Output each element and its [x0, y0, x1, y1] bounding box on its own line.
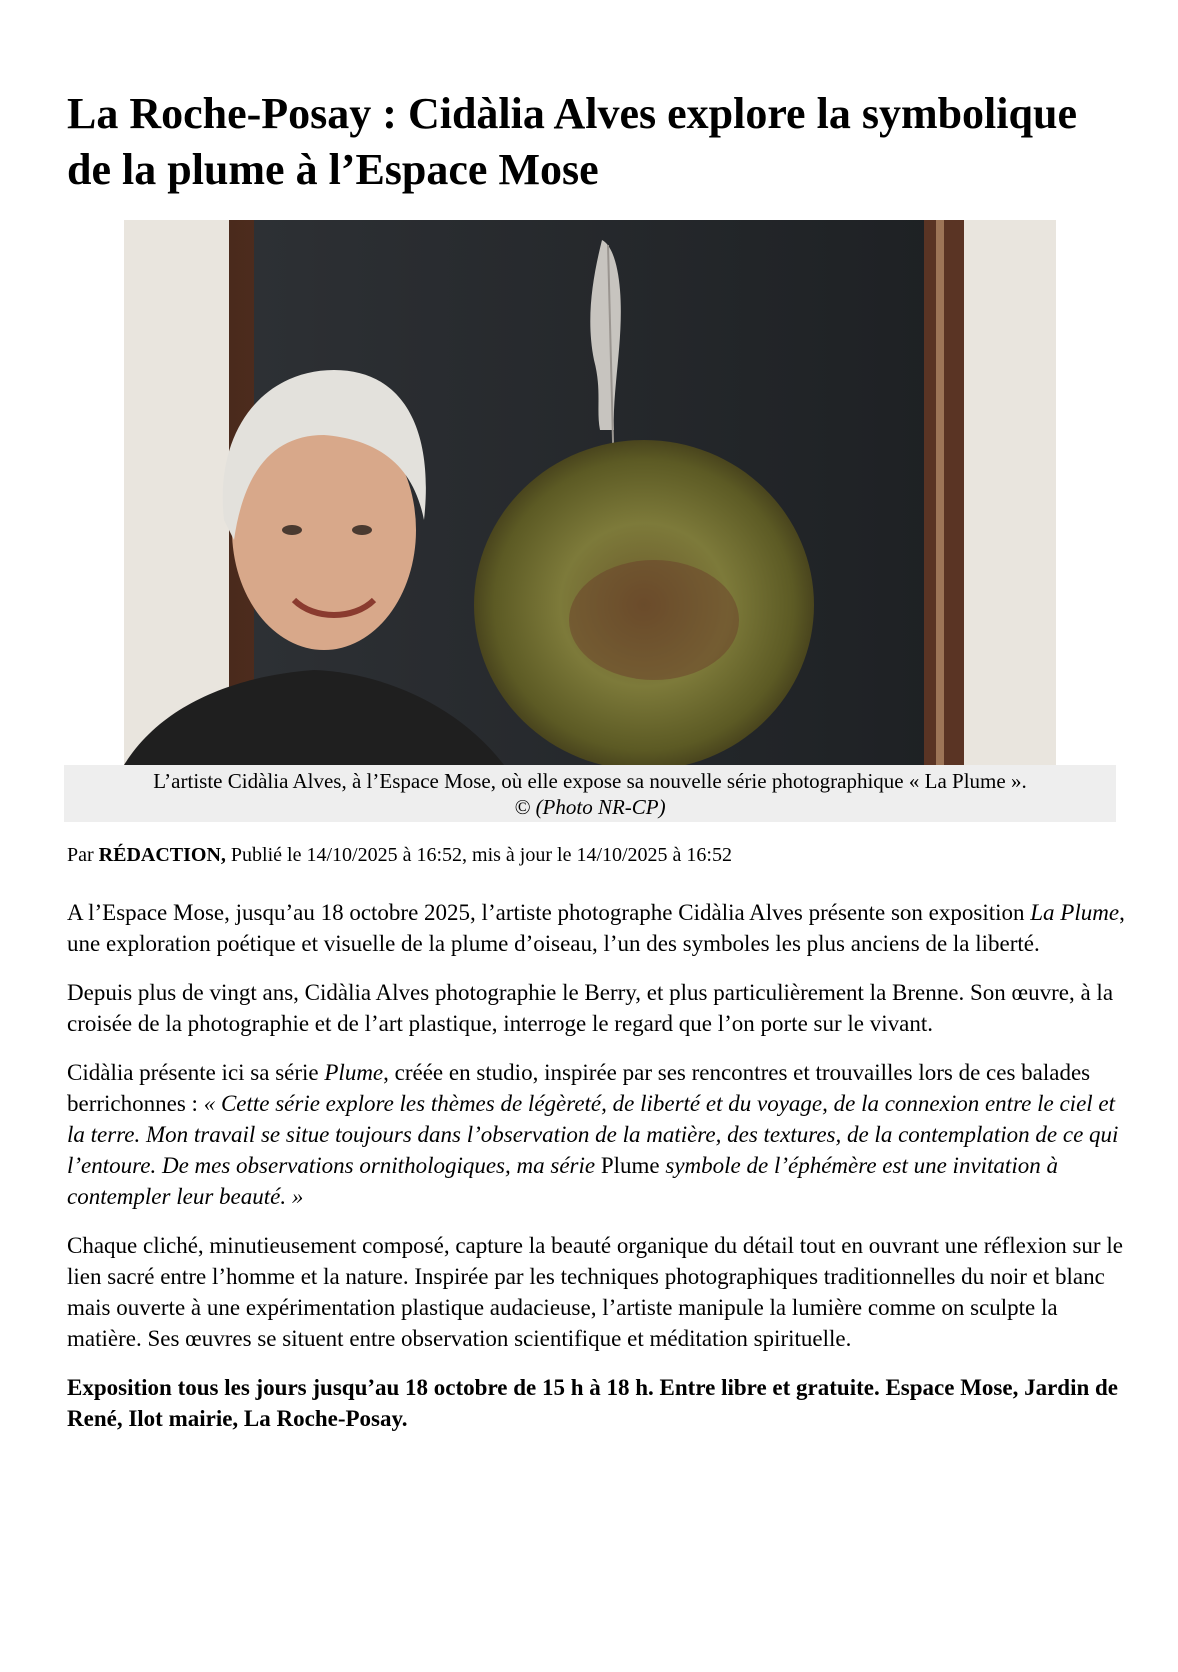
p1-italic: La Plume	[1030, 900, 1120, 925]
byline-prefix: Par	[67, 844, 94, 866]
paragraph-2: Depuis plus de vingt ans, Cidàlia Alves photographie le Berry, et plus particulièrement la Brenne. Son œuvre, à la croisée de la photographie et de l’art plastique, interroge le regard que l’on porte sur le vivant.	[67, 980, 1114, 1036]
paragraph-4: Chaque cliché, minutieusement composé, capture la beauté organique du détail tout en ouvrant une réflexion sur le lien sacré entre l’homme et la nature. Inspirée par les techniques photographiques traditionnelles du noir et blanc mais ouverte à une expérimentation plastique audacieuse, l’artiste manipule la lumière comme on sculpte la matière. Ses œuvres se situent entre observation scientifique et méditation spirituelle.	[67, 1233, 1123, 1351]
article-photo	[124, 220, 1056, 765]
article-body	[67, 897, 1127, 1452]
p3-quote-a: « Cette série explore les thèmes de légèreté, de liberté et du voyage, de la connexion entre le ciel et la terre. Mon travail se situe toujours dans l’observation de la matière, des textures, de la contemplation de ce qui l’entoure. De mes observations ornithologiques, ma série	[67, 1091, 1119, 1178]
p1-text-b: , une exploration poétique et visuelle de la plume d’oiseau, l’un des symboles les plus anciens de la liberté.	[67, 900, 1125, 956]
p3-text-b: , créée en studio, inspirée par ses rencontres et trouvailles lors de ces balades berrichonnes :	[67, 1060, 1091, 1116]
photo-caption	[64, 765, 1116, 822]
p3-quote	[67, 1091, 1118, 1209]
byline-author[interactable]: RÉDACTION,	[98, 844, 226, 866]
p1-text-a: A l’Espace Mose, jusqu’au 18 octobre 2025, l’artiste photographe Cidàlia Alves présente son exposition	[67, 900, 1031, 925]
paragraph-1	[67, 897, 1127, 959]
p3-quote-b: symbole de l’éphémère est une invitation à contempler leur beauté. »	[67, 1153, 1058, 1209]
exhibition-info: Exposition tous les jours jusqu’au 18 octobre de 15 h à 18 h. Entre libre et gratuite. Espace Mose, Jardin de René, Ilot mairie, La Roche-Posay.	[67, 1375, 1119, 1431]
p3-quote-roman: Plume	[600, 1153, 660, 1178]
photo-caption-text: L’artiste Cidàlia Alves, à l’Espace Mose, où elle expose sa nouvelle série photographique « La Plume ».	[153, 769, 1027, 793]
p3-text-a: Cidàlia présente ici sa série	[67, 1060, 325, 1085]
paragraph-3	[67, 1057, 1127, 1212]
article-title: La Roche-Posay : Cidàlia Alves explore la symbolique de la plume à l’Espace Mose	[67, 89, 1077, 194]
byline	[67, 842, 732, 868]
byline-dates: Publié le 14/10/2025 à 16:52, mis à jour le 14/10/2025 à 16:52	[230, 844, 732, 866]
p3-italic: Plume	[324, 1060, 384, 1085]
photo-credit: © (Photo NR-CP)	[514, 795, 666, 819]
